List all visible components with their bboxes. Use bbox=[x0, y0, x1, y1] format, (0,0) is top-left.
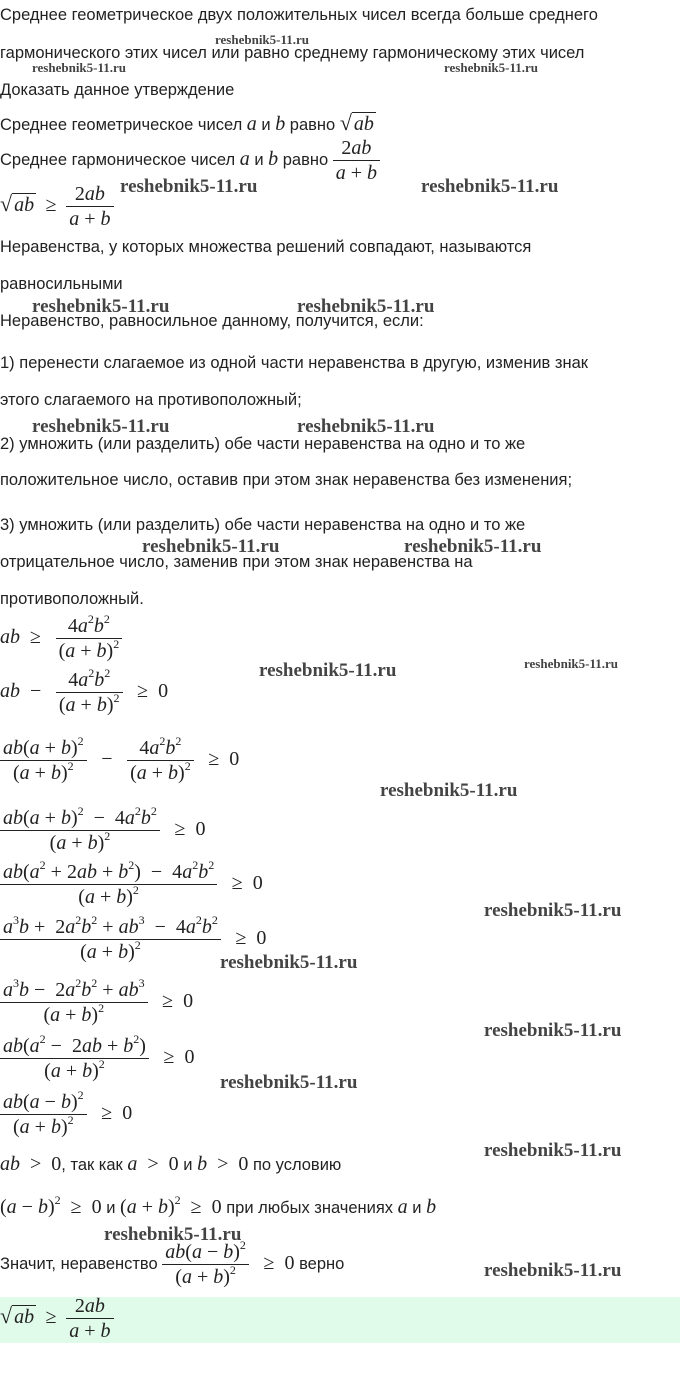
watermark: reshebnik5-11.ru bbox=[484, 1260, 622, 1281]
rules-intro: Неравенство, равносильное данному, получится, если: bbox=[0, 312, 424, 330]
statement-line-2: гармонического этих чисел или равно среднему гармоническому этих чисел bbox=[0, 44, 585, 62]
watermark: reshebnik5-11.ru bbox=[32, 416, 170, 437]
step-2: ab − $\frac{4a^2b^2}{(a + b)^2}$ ≥ 0 bbox=[0, 666, 169, 716]
watermark: reshebnik5-11.ru bbox=[32, 296, 170, 317]
watermark: reshebnik5-11.ru bbox=[220, 1072, 358, 1093]
statement-line-1: Среднее геометрическое двух положительных чисел всегда больше среднего bbox=[0, 6, 598, 24]
step-7: $\frac{a^3b - 2a^2b^2 + ab^3}{(a + b)^2}$ ≥ 0 bbox=[0, 978, 193, 1027]
step-1: ab ≥ $\frac{4a^2b^2}{(a + b)^2}$ bbox=[0, 614, 122, 663]
step-8: $\frac{ab(a^2 - 2ab + b^2)}{(a + b)^2}$ ≥ 0 bbox=[0, 1034, 194, 1083]
watermark: reshebnik5-11.ru bbox=[104, 1224, 242, 1245]
rule-1-line-2: этого слагаемого на противоположный; bbox=[0, 391, 302, 409]
watermark: reshebnik5-11.ru bbox=[32, 60, 127, 75]
watermark: reshebnik5-11.ru bbox=[297, 416, 435, 437]
watermark: reshebnik5-11.ru bbox=[484, 1020, 622, 1041]
final-inequality: √ ab ≥ $\frac{2ab}{a + b}$ bbox=[0, 1294, 114, 1343]
watermark: reshebnik5-11.ru bbox=[404, 536, 542, 557]
harmonic-mean-line: Среднее гармоническое чисел a и b равно $\frac{2ab}{a + b}$ bbox=[0, 136, 380, 185]
definition-line-2: равносильными bbox=[0, 275, 123, 293]
step-4: $\frac{ab(a + b)^2 - 4a^2b^2}{(a + b)^2}$ ≥ 0 bbox=[0, 806, 205, 855]
step-6: $\frac{a^3b + 2a^2b^2 + ab^3 - 4a^2b^2}{(a + b)^2}$ ≥ 0 bbox=[0, 915, 266, 964]
rule-1-line-1: 1) перенести слагаемое из одной части неравенства в другую, изменив знак bbox=[0, 354, 588, 372]
rule-3-line-2: отрицательное число, заменив при этом знак неравенства на bbox=[0, 553, 473, 571]
watermark: reshebnik5-11.ru bbox=[484, 1140, 622, 1161]
watermark: reshebnik5-11.ru bbox=[444, 60, 539, 75]
therefore-line: Значит, неравенство $\frac{ab(a - b)^2}{(a + b)^2}$ ≥ 0 верно bbox=[0, 1238, 345, 1288]
task-line: Доказать данное утверждение bbox=[0, 81, 235, 99]
watermark: reshebnik5-11.ru bbox=[142, 536, 280, 557]
step-5: $\frac{ab(a^2 + 2ab + b^2) - 4a^2b^2}{(a + b)^2}$ ≥ 0 bbox=[0, 860, 263, 909]
watermark: reshebnik5-11.ru bbox=[220, 952, 358, 973]
condition-line: ab > 0, так как a > 0 и b > 0 по условию bbox=[0, 1153, 342, 1175]
step-3: $\frac{ab(a + b)^2}{(a + b)^2}$ − $\frac{4a^2b^2}{(a + b)^2}$ ≥ 0 bbox=[0, 736, 239, 785]
watermark: reshebnik5-11.ru bbox=[484, 900, 622, 921]
watermark: reshebnik5-11.ru bbox=[421, 176, 559, 197]
rule-3-line-3: противоположный. bbox=[0, 590, 144, 608]
watermark: reshebnik5-11.ru bbox=[380, 780, 518, 801]
rule-2-line-1: 2) умножить (или разделить) обе части неравенства на одно и то же bbox=[0, 435, 526, 453]
step-9: $\frac{ab(a - b)^2}{(a + b)^2}$ ≥ 0 bbox=[0, 1090, 132, 1139]
watermark: reshebnik5-11.ru bbox=[259, 660, 397, 681]
rule-3-line-1: 3) умножить (или разделить) обе части неравенства на одно и то же bbox=[0, 516, 526, 534]
main-inequality: √ ab ≥ $\frac{2ab}{a + b}$ bbox=[0, 182, 114, 231]
watermark: reshebnik5-11.ru bbox=[120, 176, 258, 197]
watermark: reshebnik5-11.ru bbox=[215, 32, 310, 47]
geometric-mean-line: Среднее геометрическое чисел a и b равно √ ab bbox=[0, 110, 374, 135]
rule-2-line-2: положительное число, оставив при этом знак неравенства без изменения; bbox=[0, 471, 573, 489]
watermark: reshebnik5-11.ru bbox=[297, 296, 435, 317]
watermark: reshebnik5-11.ru bbox=[524, 656, 619, 671]
definition-line-1: Неравенства, у которых множества решений совпадают, называются bbox=[0, 238, 532, 256]
squares-line: $(a - b)^2 \ge 0$ и $(a + b)^2 \ge 0$ при любых значениях a и b bbox=[0, 1193, 437, 1218]
